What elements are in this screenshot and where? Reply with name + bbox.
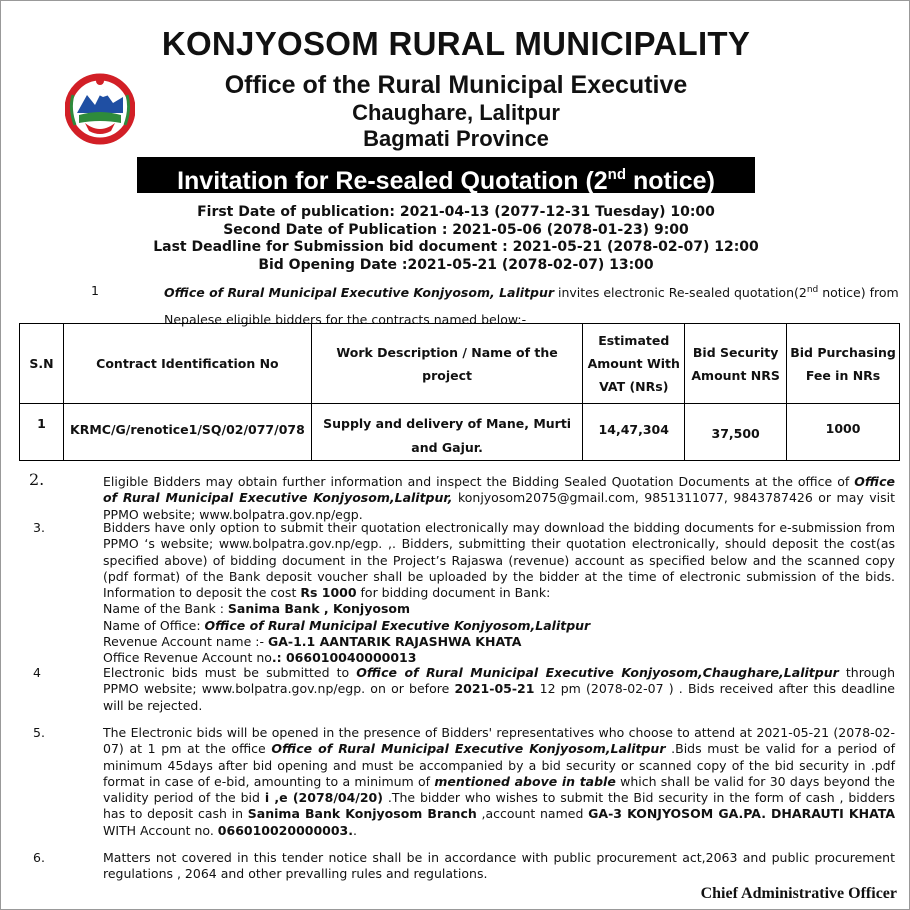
clause5-text-a: The Electronic bids will be opened in the presence of Bidders' representatives who choose to attend at 2021-05-21 (2078-02-07) at 1 pm at the office bbox=[103, 725, 895, 757]
row-work-description bbox=[311, 404, 582, 461]
bid-opening-date: Bid Opening Date :2021-05-21 (2078-02-07) 13:00 bbox=[258, 256, 654, 273]
office-name: Office of Rural Municipal Executive Konjyosom, Lalitpur bbox=[164, 285, 555, 301]
banner-superscript: nd bbox=[607, 166, 626, 183]
clause3-text-b: for bidding document in Bank: bbox=[356, 585, 551, 601]
security-account-name: GA-3 KONJYOSOM GA.PA. DHARAUTI KHATA bbox=[588, 806, 896, 822]
clause-number: 2. bbox=[29, 470, 45, 489]
validity-date: i ,e (2078/04/20) bbox=[264, 790, 383, 806]
clause-text bbox=[103, 474, 895, 523]
clause3-body bbox=[103, 520, 895, 601]
row-work-line1: Supply and delivery of Mane, Murti bbox=[323, 416, 572, 431]
header-security-line2: Amount NRS bbox=[691, 367, 780, 383]
clause2-text-b: konjyosom2075@gmail.com, 9851311077, 9843787426 or may visit PPMO website; www.bolpatra.gov.np/egp. bbox=[103, 490, 895, 522]
invitation-text-b: notice) from bbox=[818, 285, 899, 301]
row-contract-id: KRMC/G/renotice1/SQ/02/077/078 bbox=[63, 404, 311, 461]
clause4-text-b: through PPMO website; www.bolpatra.gov.np/egp. on or before bbox=[103, 665, 895, 697]
clause5-text-g: . bbox=[353, 822, 357, 838]
clause-text: Matters not covered in this tender notice shall be in accordance with public procurement act,2063 and public procurement regulations , 2064 and other prevalling rules and regulations. bbox=[103, 850, 895, 882]
header-amount-line3: VAT (NRs) bbox=[599, 379, 669, 394]
clause-text bbox=[103, 725, 895, 839]
document-cost: Rs 1000 bbox=[300, 585, 357, 601]
table-row bbox=[20, 404, 900, 461]
second-publication-date: Second Date of Publication : 2021-05-06 (2078-01-23) 9:00 bbox=[223, 221, 689, 238]
notice-banner bbox=[137, 157, 755, 193]
row-fee: 1000 bbox=[787, 404, 900, 461]
clause3-text-a: Bidders have only option to submit their quotation electronically may download the bidding documents for e-submission from PPMO ‘s website; www.bolpatra.gov.np/egp. ,. Bidders, submitting their quotation electronically, should deposit the cost(as specified above) of bidding document in the Project’s Rajaswa (revenue) account as specified below and the scanned copy (pdf format) of the Bank deposit voucher shall be uploaded by the bidder at the time of electronic submission of the bids. Information to deposit the cost bbox=[103, 520, 895, 601]
header-sn: S.N bbox=[20, 324, 64, 404]
clause5-text-f: WITH Account no. bbox=[103, 822, 218, 838]
clause5-text-b: .Bids must be valid for a period of minimum 45days after bid opening and must be accompanied by a bid security or scanned copy of the bid security in .pdf format in case of e-bid, amounting to a minimum of bbox=[103, 741, 896, 789]
clause-number: 3. bbox=[33, 520, 45, 535]
first-publication-date: First Date of publication: 2021-04-13 (2077-12-31 Tuesday) 10:00 bbox=[197, 204, 715, 220]
submission-deadline: Last Deadline for Submission bid document : 2021-05-21 (2078-02-07) 12:00 bbox=[153, 239, 759, 255]
office-label: Name of Office: bbox=[103, 617, 205, 633]
invitation-superscript: nd bbox=[806, 285, 819, 295]
revenue-no-label: Office Revenue Account no bbox=[103, 650, 272, 666]
row-security: 37,500 bbox=[685, 404, 787, 461]
clause-text bbox=[103, 665, 895, 714]
header-amount-line1: Estimated bbox=[598, 333, 670, 348]
signature-title: Chief Administrative Officer bbox=[700, 885, 897, 902]
header-estimated-amount bbox=[583, 324, 685, 404]
office-name: Office of Rural Municipal Executive Konjyosom,Chaughare,Lalitpur bbox=[356, 665, 839, 680]
clause-number: 5. bbox=[33, 725, 45, 740]
office-name: Office of Rural Municipal Executive Konjyosom,Lalitpur bbox=[271, 741, 666, 757]
header-amount-line2: Amount With bbox=[587, 356, 680, 371]
revenue-name-label: Revenue Account name :- bbox=[103, 634, 268, 650]
banner-suffix: notice) bbox=[626, 167, 715, 195]
submission-date: 2021-05-21 bbox=[454, 681, 535, 697]
row-work-line2: and Gajur. bbox=[411, 440, 483, 455]
office-name-line bbox=[103, 618, 895, 634]
header-fee-line1: Bid Purchasing bbox=[790, 344, 896, 360]
table-header-row bbox=[20, 324, 900, 404]
clause-number: 4 bbox=[33, 665, 41, 680]
header-work-description: Work Description / Name of the project bbox=[311, 324, 582, 404]
invitation-text bbox=[91, 277, 906, 306]
header-purchasing-fee bbox=[787, 324, 900, 404]
header-contract-id: Contract Identification No bbox=[63, 324, 311, 404]
mentioned-in-table: mentioned above in table bbox=[434, 773, 616, 789]
location-title: Chaughare, Lalitpur bbox=[352, 100, 560, 125]
revenue-account-name-line bbox=[103, 634, 895, 650]
revenue-account-number: .: 066010040000013 bbox=[271, 650, 417, 666]
clause2-text-a: Eligible Bidders may obtain further information and inspect the Bidding Sealed Quotation Documents at the office of bbox=[103, 474, 855, 489]
header-bid-security bbox=[685, 324, 787, 404]
clause-number: 1 bbox=[91, 283, 99, 298]
clause-text bbox=[103, 520, 895, 667]
contracts-table bbox=[19, 323, 900, 461]
office-title: Office of the Rural Municipal Executive bbox=[224, 71, 688, 99]
clause5-text-c: which shall be valid for 30 days beyond the validity period of the bid bbox=[103, 773, 895, 806]
banner-prefix: Invitation for Re-sealed Quotation (2 bbox=[177, 167, 608, 195]
security-account-number: 066010020000003. bbox=[217, 822, 354, 838]
invitation-line2: Nepalese eligible bidders for the contracts named below:- bbox=[164, 312, 527, 328]
row-sn: 1 bbox=[20, 404, 64, 461]
municipality-title: KONJYOSOM RURAL MUNICIPALITY bbox=[161, 25, 751, 62]
clause-number: 6. bbox=[33, 850, 45, 865]
header-security-line1: Bid Security bbox=[692, 344, 779, 360]
clause5-text-e: ,account named bbox=[476, 806, 589, 822]
bank-name: Sanima Bank , Konjyosom bbox=[227, 601, 411, 617]
publication-dates bbox=[1, 204, 910, 274]
bank-branch: Sanima Bank Konjyosom Branch bbox=[247, 806, 477, 822]
clause4-text-a: Electronic bids must be submitted to bbox=[103, 665, 357, 680]
invitation-text-a: invites electronic Re-sealed quotation(2 bbox=[554, 285, 807, 301]
bank-name-line bbox=[103, 601, 895, 617]
clause4-text-c: 12 pm (2078-02-07 ) . Bids received after this deadline will be rejected. bbox=[103, 681, 895, 713]
row-amount: 14,47,304 bbox=[583, 404, 685, 461]
office-name: Office of Rural Municipal Executive Konjyosom,Lalitpur, bbox=[103, 474, 895, 506]
clause5-text-d: .The bidder who wishes to submit the Bid security in the form of cash , bidders has to deposit cash in bbox=[103, 790, 895, 822]
header-fee-line2: Fee in NRs bbox=[805, 367, 881, 383]
revenue-account-name: GA-1.1 AANTARIK RAJASHWA KHATA bbox=[267, 634, 522, 650]
bank-label: Name of the Bank : bbox=[103, 601, 228, 617]
province-title: Bagmati Province bbox=[363, 126, 549, 151]
office-name: Office of Rural Municipal Executive Konjyosom,Lalitpur bbox=[204, 617, 591, 633]
